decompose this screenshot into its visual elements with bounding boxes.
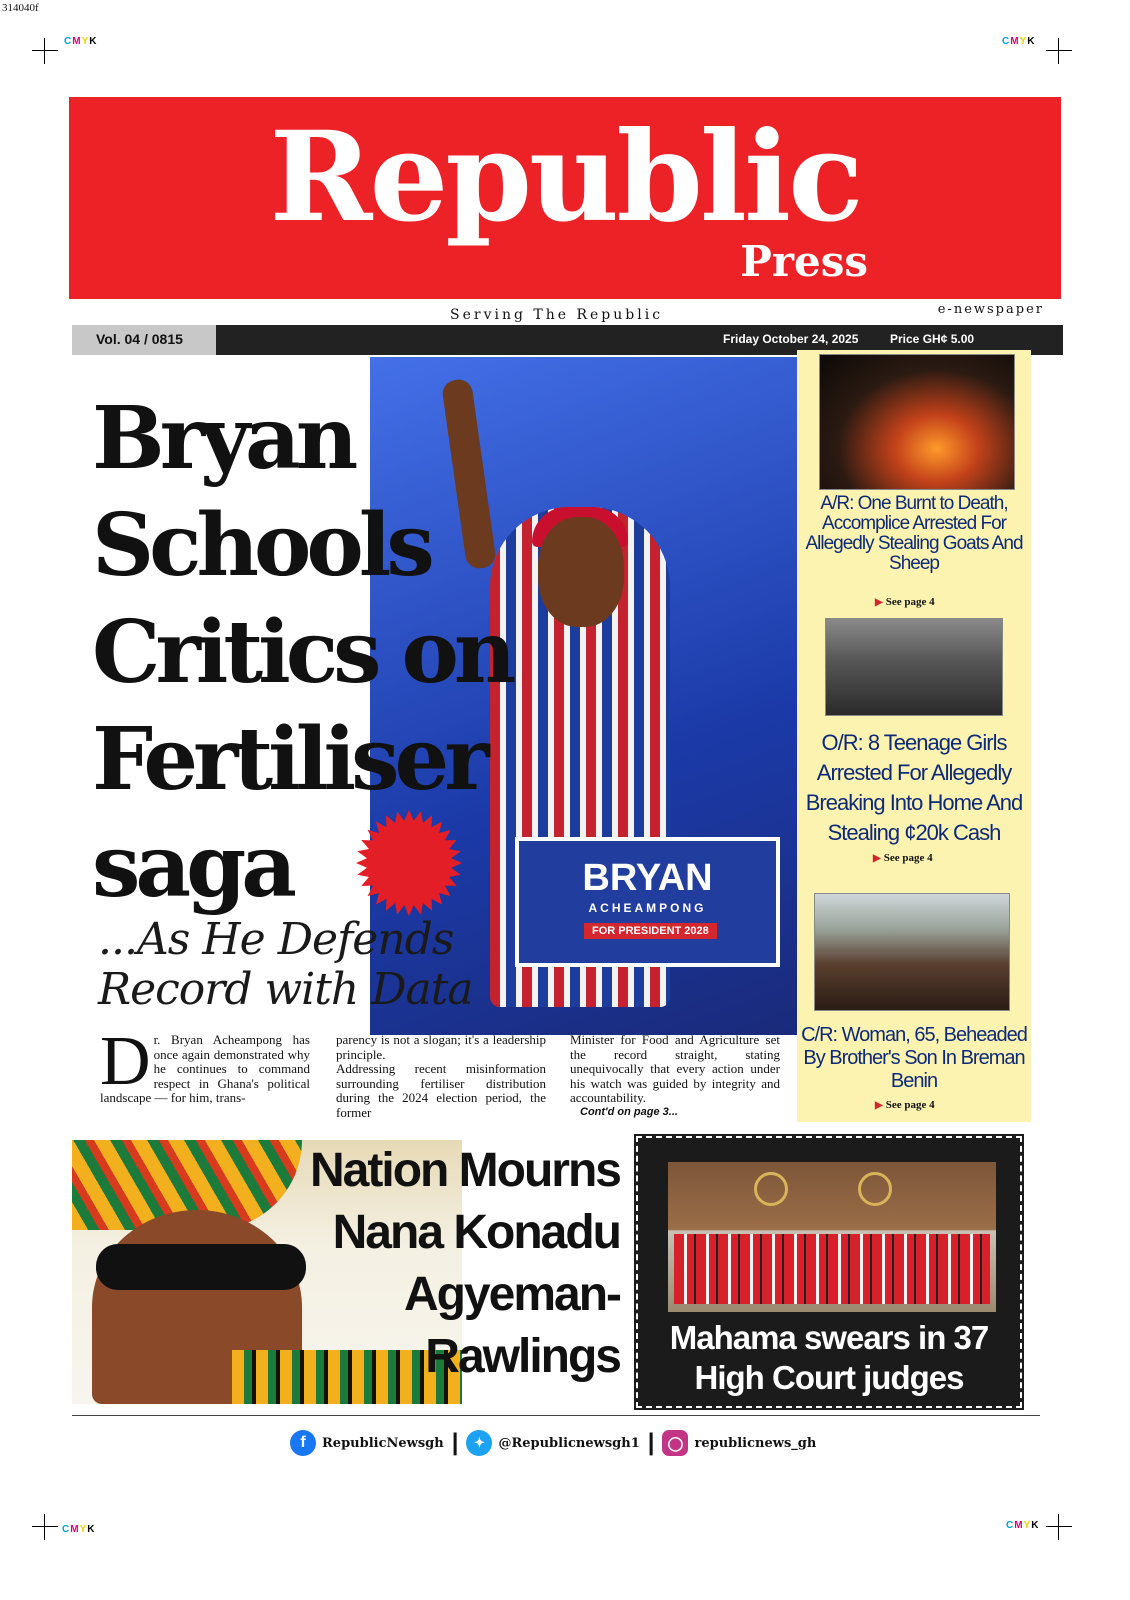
footer-rule: [72, 1415, 1040, 1416]
instagram-handle[interactable]: republicnews_gh: [694, 1435, 817, 1451]
judges-photo: [668, 1162, 996, 1312]
see-page-link-2[interactable]: ▶ See page 4: [873, 852, 933, 864]
cmyk-mark: CMYK: [1002, 36, 1036, 47]
crop-mark: [32, 38, 58, 64]
see-page-link-3[interactable]: ▶ See page 4: [875, 1099, 935, 1111]
separator: |: [647, 1429, 655, 1456]
lead-subhead: ...As He Defends Record with Data: [98, 914, 473, 1015]
fire-photo: [819, 354, 1015, 490]
judges-story: [636, 1136, 1022, 1408]
continued-link[interactable]: Cont'd on page 3...: [580, 1106, 678, 1118]
story-column-2: parency is not a slogan; it's a leadership principle. Addressing recent misinformation surrounding fertiliser distribution during the 2024 election period, the former: [336, 1032, 546, 1120]
twitter-handle[interactable]: @Republicnewsgh1: [498, 1435, 640, 1451]
judges-robes: [674, 1234, 990, 1304]
crop-mark: [1046, 1514, 1072, 1540]
campaign-podium: BRYAN ACHEAMPONG FOR PRESIDENT 2028: [515, 837, 780, 967]
story-column-1: Dr. Bryan Acheampong has once again demonstrated why he continues to command respect in Ghana's political landscape — for him, trans-: [100, 1023, 310, 1106]
facebook-icon[interactable]: f: [290, 1430, 316, 1456]
sidebar-headline-3[interactable]: C/R: Woman, 65, Beheaded By Brother's Son In Breman Benin: [801, 1024, 1027, 1092]
issue-price: Price GH¢ 5.00: [890, 332, 975, 346]
cmyk-mark: CMYK: [64, 36, 98, 47]
sidebar-headline-1[interactable]: A/R: One Burnt to Death, Accomplice Arrested For Allegedly Stealing Goats And Sheep: [805, 493, 1023, 574]
separator: |: [451, 1429, 459, 1456]
issue-date: Friday October 24, 2025: [723, 332, 859, 346]
crop-mark: [1046, 38, 1072, 64]
crest-emblem: [858, 1172, 892, 1206]
story-column-3: Minister for Food and Agriculture set the record straight, stating unequivocally that every action under his watch was guided by integrity and accountability.: [570, 1032, 780, 1106]
social-links: [290, 1428, 816, 1458]
cmyk-mark: CMYK: [62, 1524, 96, 1535]
facebook-handle[interactable]: RepublicNewsgh: [322, 1435, 444, 1451]
girls-photo: [825, 618, 1003, 716]
instagram-icon[interactable]: ◯: [662, 1430, 688, 1456]
judges-headline[interactable]: Mahama swears in 37 High Court judges: [669, 1319, 989, 1396]
benin-photo: [814, 893, 1010, 1011]
edition-label: e-newspaper: [937, 302, 1044, 317]
tagline: Serving The Republic: [450, 307, 664, 323]
sidebar: [797, 350, 1031, 1122]
print-code: 314040f: [2, 2, 39, 14]
cmyk-mark: CMYK: [1006, 1520, 1040, 1531]
mourn-headline[interactable]: Nation Mourns Nana Konadu Agyeman- Rawlings: [310, 1144, 620, 1383]
crest-emblem: [754, 1172, 788, 1206]
red-starburst: [356, 810, 462, 916]
masthead-subtitle: Press: [740, 237, 868, 286]
dropcap: D: [100, 1023, 151, 1100]
masthead-title: Republic: [269, 105, 861, 250]
lead-story-body: [100, 1023, 790, 1123]
sidebar-headline-2[interactable]: O/R: 8 Teenage Girls Arrested For Allegedly Breaking Into Home And Stealing ¢20k Cash: [805, 730, 1023, 845]
see-page-link-1[interactable]: ▶ See page 4: [875, 596, 935, 608]
masthead: [69, 97, 1061, 299]
lead-headline[interactable]: Bryan Schools Critics on Fertiliser saga: [92, 388, 512, 917]
volume-number: Vol. 04 / 0815: [72, 325, 216, 355]
twitter-icon[interactable]: ✦: [466, 1430, 492, 1456]
crop-mark: [32, 1514, 58, 1540]
